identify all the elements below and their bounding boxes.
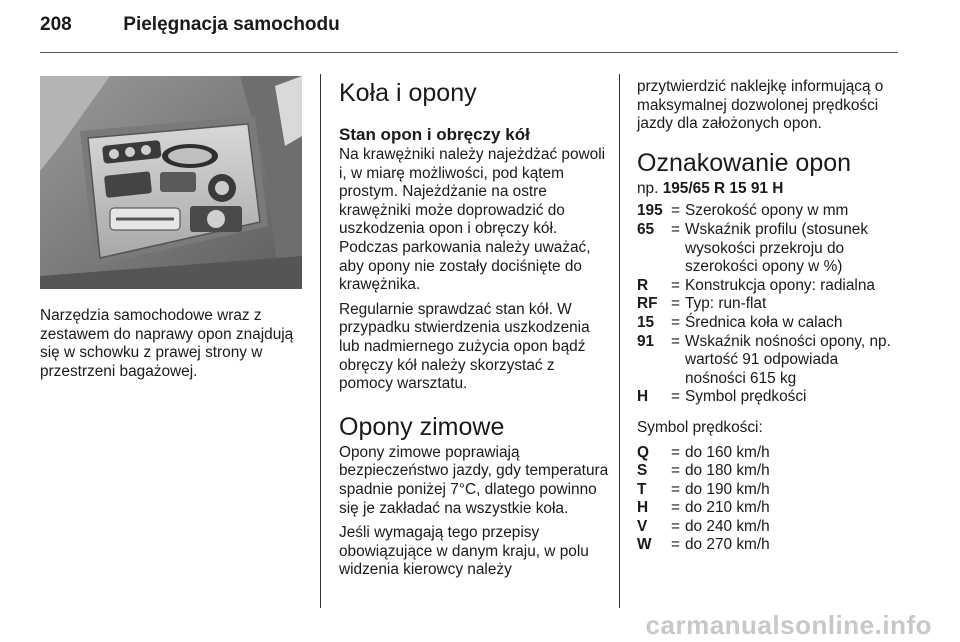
- marking-row-text: Średnica koła w calach: [685, 313, 843, 331]
- marking-row-key: 195: [637, 202, 663, 220]
- speed-symbol-label: Symbol prędkości:: [637, 418, 763, 436]
- section-title: Pielęgnacja samochodu: [123, 14, 340, 35]
- paragraph-curbs: Na krawężniki należy najeżdżać powoli i, w miarę możliwości, pod kątem prostym. Najeżdżanie na ostre krawężniki może doprowadzić do uszkodzenia opon i obręczy kół. Podczas parkowania należy uważać, aby opony nie zostały dociśnięte do krawężnika.: [339, 146, 606, 294]
- marking-row-text: Konstrukcja opony: radialna: [685, 276, 875, 294]
- speed-row-text: do 160 km/h: [685, 443, 770, 461]
- paragraph-winter-tires: Opony zimowe poprawiają bezpieczeństwo jazdy, gdy temperatura spadnie poniżej 7°C, dlatego powinno się je zakładać na wszystkie koła.: [339, 443, 609, 517]
- marking-row-key: RF: [637, 295, 658, 313]
- speed-row-key: S: [637, 462, 648, 480]
- marking-row-text: Typ: run-flat: [685, 295, 767, 313]
- marking-row-equals: =: [671, 332, 680, 350]
- marking-row: [637, 277, 899, 296]
- speed-row: [637, 444, 899, 463]
- section-heading-tire-markings: Oznakowanie opon: [637, 148, 852, 177]
- header-rule: [40, 52, 898, 53]
- speed-row-text: do 270 km/h: [685, 536, 770, 554]
- speed-row-text: do 180 km/h: [685, 462, 770, 480]
- speed-row-text: do 190 km/h: [685, 480, 770, 498]
- speed-row-equals: =: [671, 536, 680, 554]
- marking-row-text: Wskaźnik profilu (stosunek wysokości przekroju do szerokości opony w %): [685, 220, 869, 276]
- speed-row-text: do 240 km/h: [685, 517, 770, 535]
- marking-row-equals: =: [671, 220, 680, 238]
- section-heading-tire-condition: Stan opon i obręczy kół: [339, 125, 530, 144]
- speed-row-equals: =: [671, 517, 680, 535]
- trunk-tools-illustration: [40, 76, 302, 289]
- speed-row-equals: =: [671, 499, 680, 517]
- speed-row-key: Q: [637, 443, 649, 461]
- speed-row: [637, 536, 899, 555]
- speed-row-equals: =: [671, 480, 680, 498]
- marking-row: [637, 221, 899, 277]
- speed-row: [637, 518, 899, 537]
- example-prefix: np.: [637, 179, 659, 197]
- marking-row-text: Symbol prędkości: [685, 388, 807, 406]
- column-3: [637, 78, 899, 555]
- marking-row-equals: =: [671, 313, 680, 331]
- speed-symbol-list: [637, 444, 899, 556]
- marking-row-equals: =: [671, 276, 680, 294]
- marking-row-key: 15: [637, 313, 655, 331]
- figure-caption: Narzędzia samochodowe wraz z zestawem do naprawy opon znajdują się w schowku z prawej strony w przestrzeni bagażowej.: [40, 307, 294, 380]
- speed-row: [637, 462, 899, 481]
- chapter-title: Koła i opony: [339, 79, 477, 107]
- watermark: carmanualsonline.info: [645, 610, 932, 640]
- marking-row: [637, 388, 899, 407]
- marking-row-key: 65: [637, 220, 655, 238]
- speed-row-equals: =: [671, 443, 680, 461]
- marking-definitions: [637, 202, 899, 407]
- paragraph-inspection: Regularnie sprawdzać stan kół. W przypadku stwierdzenia uszkodzenia lub nadmiernego zużycia opon bądź obręczy kół należy skorzystać z pomocy warsztatu.: [339, 300, 590, 393]
- speed-row-text: do 210 km/h: [685, 499, 770, 517]
- speed-row: [637, 499, 899, 518]
- section-heading-winter-tires: Opony zimowe: [339, 412, 505, 441]
- marking-row-equals: =: [671, 295, 680, 313]
- paragraph-continued: przytwierdzić naklejkę informującą o maksymalnej dozwolonej prędkości jazdy dla założonych opon.: [637, 78, 884, 133]
- marking-example: [637, 180, 899, 199]
- page-number: 208: [40, 14, 72, 35]
- marking-row-text: Wskaźnik nośności opony, np. wartość 91 odpowiada nośności 615 kg: [685, 332, 891, 387]
- marking-row-equals: =: [671, 202, 680, 220]
- marking-row: [637, 295, 899, 314]
- trunk-compartment-photo: [40, 76, 302, 289]
- page-header: [40, 14, 340, 36]
- speed-row-key: H: [637, 499, 649, 517]
- marking-row: [637, 314, 899, 333]
- paragraph-regulations: Jeśli wymagają tego przepisy obowiązujące w danym kraju, w polu widzenia kierowcy należy: [339, 524, 589, 579]
- marking-row: [637, 333, 899, 389]
- column-2: [339, 78, 609, 580]
- speed-row-key: T: [637, 480, 647, 498]
- speed-row: [637, 481, 899, 500]
- marking-row-key: R: [637, 276, 649, 294]
- speed-row-key: W: [637, 536, 652, 554]
- example-value: 195/65 R 15 91 H: [662, 179, 784, 197]
- marking-row-equals: =: [671, 388, 680, 406]
- marking-row-key: 91: [637, 332, 655, 350]
- speed-row-key: V: [637, 517, 648, 535]
- column-divider-2: [619, 74, 620, 608]
- marking-row: [637, 202, 899, 221]
- marking-row-key: H: [637, 388, 649, 406]
- column-divider-1: [320, 74, 321, 608]
- marking-row-text: Szerokość opony w mm: [685, 202, 849, 220]
- speed-row-equals: =: [671, 462, 680, 480]
